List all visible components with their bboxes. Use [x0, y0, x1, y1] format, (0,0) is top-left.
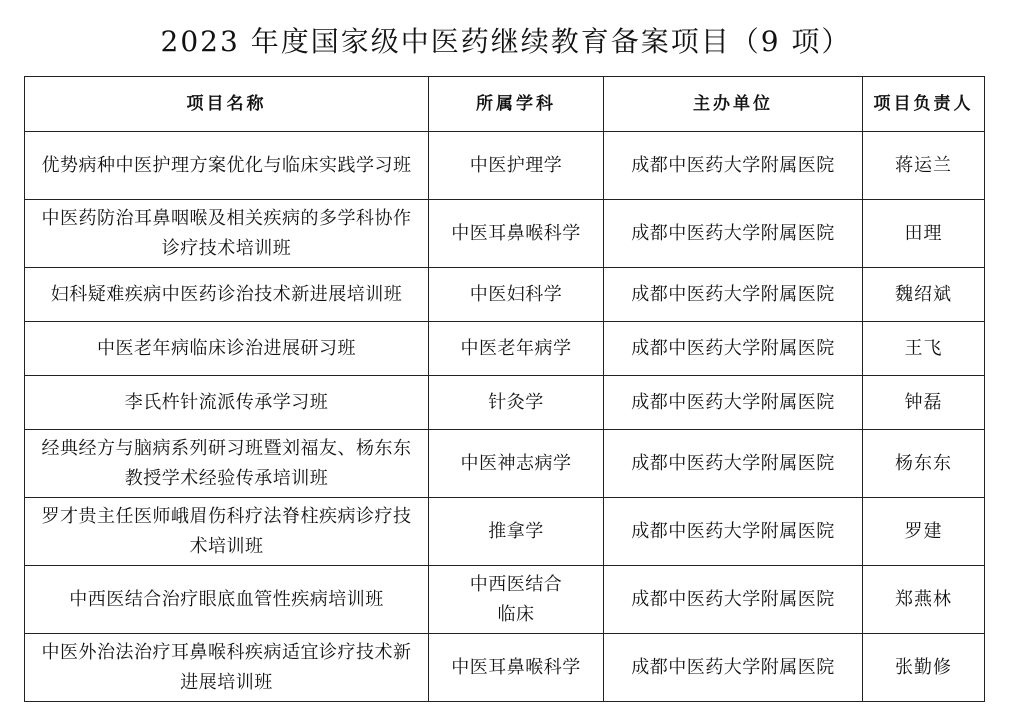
project-name-cell: 经典经方与脑病系列研习班暨刘福友、杨东东教授学术经验传承培训班: [25, 430, 429, 498]
organizer-cell: 成都中医药大学附属医院: [604, 268, 863, 322]
subject-cell: 中西医结合临床: [429, 566, 604, 634]
table-row: [25, 268, 985, 322]
organizer-cell: 成都中医药大学附属医院: [604, 200, 863, 268]
table-row: [25, 322, 985, 376]
project-name-cell: 妇科疑难疾病中医药诊治技术新进展培训班: [25, 268, 429, 322]
subject-cell: 中医神志病学: [429, 430, 604, 498]
project-name-cell: 李氏杵针流派传承学习班: [25, 376, 429, 430]
organizer-cell: 成都中医药大学附属医院: [604, 322, 863, 376]
subject-cell: 中医妇科学: [429, 268, 604, 322]
document-title: 2023 年度国家级中医药继续教育备案项目（9 项）: [160, 25, 852, 58]
table-row: [25, 200, 985, 268]
organizer-cell: 成都中医药大学附属医院: [604, 430, 863, 498]
organizer-cell: 成都中医药大学附属医院: [604, 634, 863, 702]
header-subject: 所属学科: [429, 77, 604, 132]
project-name-cell: 中医老年病临床诊治进展研习班: [25, 322, 429, 376]
project-name-cell: 优势病种中医护理方案优化与临床实践学习班: [25, 132, 429, 200]
table-row: [25, 566, 985, 634]
header-project-name: 项目名称: [25, 77, 429, 132]
leader-cell: 杨东东: [863, 430, 985, 498]
table-row: [25, 430, 985, 498]
table-header-row: [25, 77, 985, 132]
project-name-cell: 中西医结合治疗眼底血管性疾病培训班: [25, 566, 429, 634]
leader-cell: 田理: [863, 200, 985, 268]
subject-cell: 中医耳鼻喉科学: [429, 634, 604, 702]
organizer-cell: 成都中医药大学附属医院: [604, 376, 863, 430]
leader-cell: 郑燕林: [863, 566, 985, 634]
table-row: [25, 132, 985, 200]
subject-cell: 推拿学: [429, 498, 604, 566]
table-row: [25, 634, 985, 702]
project-name-cell: 罗才贵主任医师峨眉伤科疗法脊柱疾病诊疗技术培训班: [25, 498, 429, 566]
organizer-cell: 成都中医药大学附属医院: [604, 498, 863, 566]
leader-cell: 蒋运兰: [863, 132, 985, 200]
subject-cell: 针灸学: [429, 376, 604, 430]
leader-cell: 罗建: [863, 498, 985, 566]
leader-cell: 钟磊: [863, 376, 985, 430]
organizer-cell: 成都中医药大学附属医院: [604, 566, 863, 634]
table-row: [25, 376, 985, 430]
projects-table: [24, 76, 985, 702]
subject-cell: 中医耳鼻喉科学: [429, 200, 604, 268]
subject-cell: 中医护理学: [429, 132, 604, 200]
project-name-cell: 中医外治法治疗耳鼻喉科疾病适宜诊疗技术新进展培训班: [25, 634, 429, 702]
header-organizer: 主办单位: [604, 77, 863, 132]
organizer-cell: 成都中医药大学附属医院: [604, 132, 863, 200]
header-leader: 项目负责人: [863, 77, 985, 132]
leader-cell: 魏绍斌: [863, 268, 985, 322]
subject-cell: 中医老年病学: [429, 322, 604, 376]
leader-cell: 王飞: [863, 322, 985, 376]
table-row: [25, 498, 985, 566]
project-name-cell: 中医药防治耳鼻咽喉及相关疾病的多学科协作诊疗技术培训班: [25, 200, 429, 268]
leader-cell: 张勤修: [863, 634, 985, 702]
